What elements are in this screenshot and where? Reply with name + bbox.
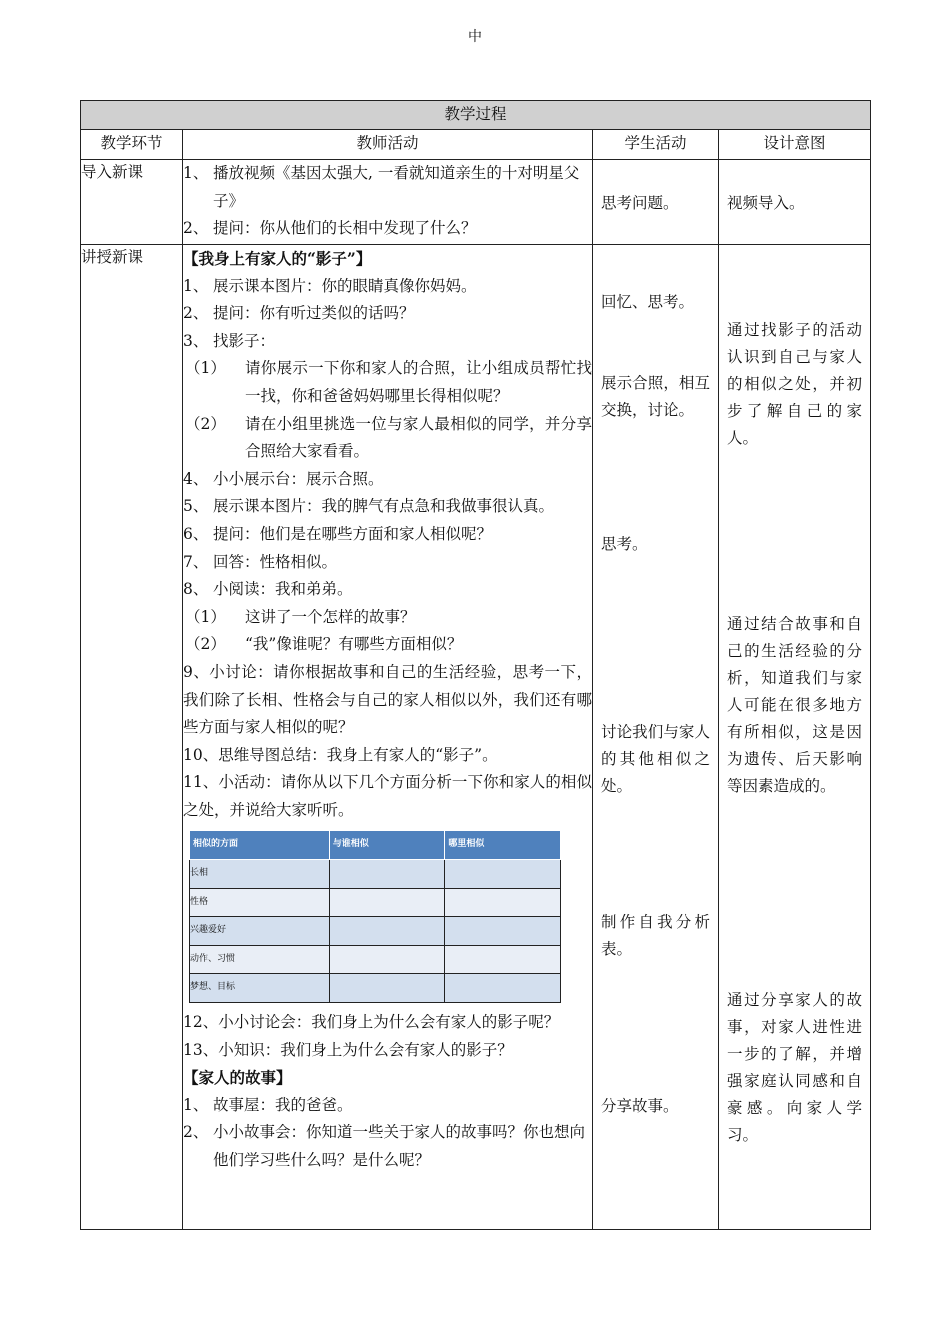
mini-table-row-label: 长相 — [190, 860, 330, 889]
mini-table-row-label: 性格 — [190, 888, 330, 917]
item-text: 请你展示一下你和家人的合照，让小组成员帮忙找一找，你和爸爸妈妈哪里长得相似呢？ — [245, 359, 592, 405]
section-title: 【我身上有家人的“影子”】 — [183, 249, 372, 268]
intro-design-intent: 视频导入。 — [719, 160, 871, 245]
teacher-paragraph: 11、小活动：请你从以下几个方面分析一下你和家人的相似之处，并说给大家听听。 — [183, 773, 592, 819]
intro-student-activity: 思考问题。 — [593, 160, 719, 245]
item-text: 展示课本图片：你的眼睛真像你妈妈。 — [213, 276, 477, 295]
item-number: 8、 — [183, 580, 209, 599]
intro-item — [183, 160, 592, 215]
mini-table-row-label: 动作、习惯 — [190, 945, 330, 974]
teacher-item — [183, 493, 592, 521]
item-text: 小阅读：我和弟弟。 — [213, 580, 353, 599]
item-number: （1） — [185, 607, 226, 626]
item-number: （1） — [185, 359, 226, 378]
main-design-intent — [719, 245, 871, 1230]
item-text: 找影子： — [213, 331, 276, 350]
teacher-paragraph: 10、思维导图总结：我身上有家人的“影子”。 — [183, 745, 498, 764]
teacher-subitem — [183, 355, 592, 410]
teacher-paragraph: 13、小知识：我们身上为什么会有家人的影子？ — [183, 1040, 513, 1059]
design-intent-text: 通过找影子的活动认识到自己与家人的相似之处，并初步了解自己的家人。 — [727, 321, 863, 447]
header-teacher: 教师活动 — [183, 130, 593, 160]
item-number: 1、 — [183, 164, 209, 182]
header-student: 学生活动 — [593, 130, 719, 160]
main-stage: 讲授新课 — [81, 245, 183, 1230]
item-number: 2、 — [183, 219, 209, 238]
teacher-item — [183, 576, 592, 604]
main-student-activity — [593, 245, 719, 1230]
item-number: （2） — [185, 635, 226, 654]
item-number: 7、 — [183, 552, 209, 571]
intro-teacher-activity — [183, 160, 593, 245]
mini-table-row-label: 梦想、目标 — [190, 974, 330, 1003]
teacher-subitem — [183, 604, 592, 632]
item-number: 3、 — [183, 331, 209, 350]
intro-stage: 导入新课 — [81, 160, 183, 245]
table-title: 教学过程 — [81, 101, 871, 130]
item-text: 这讲了一个怎样的故事？ — [245, 607, 416, 626]
item-text: 回答：性格相似。 — [213, 552, 338, 571]
item-number: 5、 — [183, 497, 209, 516]
student-activity-text: 讨论我们与家人的其他相似之处。 — [601, 723, 710, 795]
teacher-item — [183, 521, 592, 549]
student-activity-text: 制作自我分析表。 — [601, 913, 710, 958]
student-activity-text: 思考。 — [601, 535, 648, 553]
item-text: 播放视频《基因太强大, 一看就知道亲生的十对明星父子》 — [213, 164, 580, 210]
student-activity-text: 分享故事。 — [601, 1097, 679, 1115]
item-text: 提问：你有听过类似的话吗？ — [213, 304, 415, 323]
item-text: 小小故事会：你知道一些关于家人的故事吗？你也想向他们学习些什么吗？是什么呢？ — [213, 1123, 586, 1169]
section-title: 【家人的故事】 — [183, 1068, 292, 1088]
item-text: “我”像谁呢？有哪些方面相似？ — [245, 635, 463, 654]
item-number: 2、 — [183, 1123, 209, 1142]
student-activity-text: 回忆、思考。 — [601, 293, 695, 311]
student-activity-text: 展示合照，相互交换，讨论。 — [601, 374, 710, 419]
header-intent: 设计意图 — [719, 130, 871, 160]
teacher-item — [183, 1119, 592, 1174]
item-number: 6、 — [183, 524, 209, 543]
item-text: 提问：你从他们的长相中发现了什么？ — [213, 219, 477, 238]
item-text: 请在小组里挑选一位与家人最相似的同学，并分享合照给大家看看。 — [245, 414, 592, 461]
mini-table-header: 相似的方面 — [190, 831, 330, 860]
teacher-item — [183, 328, 592, 356]
mini-table-row-label: 兴趣爱好 — [190, 917, 330, 946]
item-text: 小小展示台：展示合照。 — [213, 469, 384, 488]
teacher-paragraph: 9、小讨论：请你根据故事和自己的生活经验，思考一下，我们除了长相、性格会与自己的家人相似以外，我们还有哪些方面与家人相似的呢？ — [183, 662, 592, 737]
header-stage: 教学环节 — [81, 130, 183, 160]
design-intent-text: 通过分享家人的故事，对家人进性进一步的了解，并增强家庭认同感和自豪感。向家人学习。 — [727, 991, 863, 1144]
teacher-paragraph: 12、小小讨论会：我们身上为什么会有家人的影子呢？ — [183, 1013, 560, 1032]
item-number: 1、 — [183, 1095, 209, 1114]
mini-table-header: 哪里相似 — [445, 831, 561, 860]
teaching-process-table — [80, 100, 871, 1230]
teacher-item — [183, 273, 592, 301]
item-number: 2、 — [183, 304, 209, 323]
teacher-item — [183, 549, 592, 577]
item-number: 1、 — [183, 276, 209, 295]
teacher-item — [183, 1092, 592, 1120]
item-number: （2） — [185, 414, 226, 433]
item-number: 4、 — [183, 469, 209, 488]
item-text: 提问：他们是在哪些方面和家人相似呢？ — [213, 524, 493, 543]
main-teacher-activity — [183, 245, 593, 1230]
design-intent-text: 通过结合故事和自己的生活经验的分析，知道我们与家人可能在很多地方有所相似，这是因为遗传、后天影响等因素造成的。 — [727, 615, 863, 795]
teacher-item — [183, 466, 592, 494]
teacher-subitem — [183, 631, 592, 659]
self-analysis-table — [189, 830, 561, 1003]
mini-table-header: 与谁相似 — [329, 831, 445, 860]
intro-item — [183, 215, 592, 243]
item-text: 故事屋：我的爸爸。 — [213, 1095, 353, 1114]
item-text: 展示课本图片：我的脾气有点急和我做事很认真。 — [213, 497, 555, 516]
teacher-subitem — [183, 411, 592, 466]
teacher-item — [183, 300, 592, 328]
page-header: 中 — [468, 29, 482, 45]
